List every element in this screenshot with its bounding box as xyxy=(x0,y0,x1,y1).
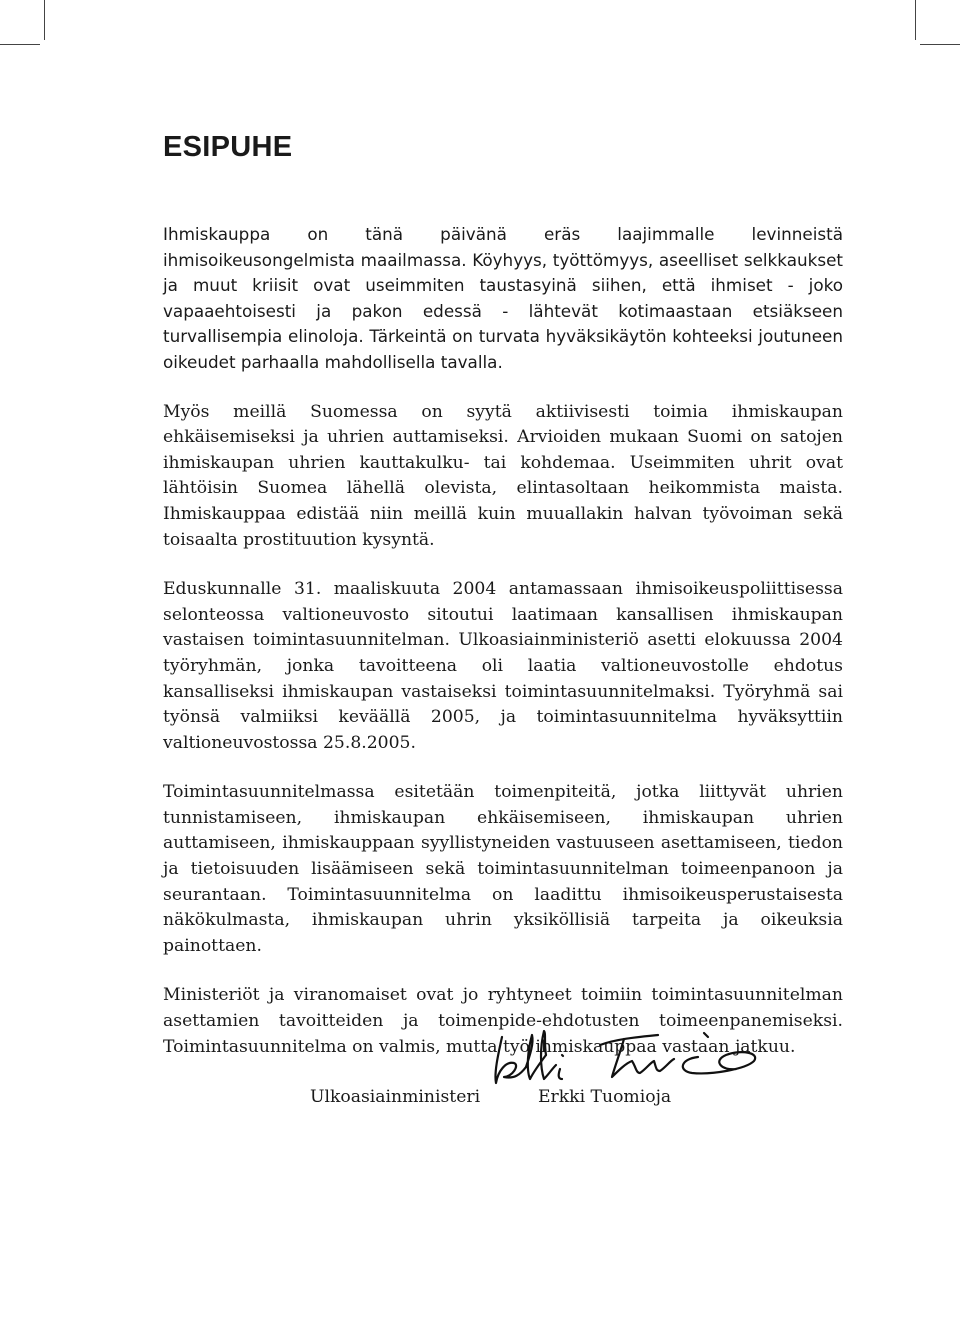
paragraph-1: Ihmiskauppa on tänä päivänä eräs laajimmalle levinneistä ihmisoikeusongelmista maailmassa. Köyhyys, työttömyys, aseelliset selkkaukset ja muut kriisit ovat useimmiten taustasyinä siihen, että ihmiset - joko vapaaehtoisesti ja pakon edessä - lähtevät kotimaastaan etsiäkseen turvallisempia elinoloja. Tärkeintä on turvata hyväksikäytön kohteeksi joutuneen oikeudet parhaalla mahdollisella tavalla. xyxy=(163,224,843,372)
document-page xyxy=(163,128,843,1084)
crop-mark-top-right-h xyxy=(920,44,960,45)
paragraph-2: Myös meillä Suomessa on syytä aktiivisesti toimia ihmiskaupan ehkäisemiseksi ja uhrien auttamiseksi. Arvioiden mukaan Suomi on satojen ihmiskaupan uhrien kauttakulku- tai kohdemaa. Useimmiten uhrit ovat lähtöisin Suomea lähellä olevista, elintasoltaan heikommista maista. Ihmiskauppaa edistää niin meillä kuin muuallakin halvan työvoiman sekä toisaalta prostituution kysyntä. xyxy=(163,401,843,550)
paragraph-5: Ministeriöt ja viranomaiset ovat jo ryhtyneet toimiin toimintasuunnitelman asettamien tavoitteiden ja toimenpide-ehdotusten toimeenpanemiseksi. Toimintasuunnitelma on valmis, mutta työ ihmiskauppaa vastaan jatkuu. xyxy=(163,985,843,1057)
paragraph-3: Eduskunnalle 31. maaliskuuta 2004 antamassaan ihmisoikeuspoliittisessa selonteossa valtioneuvosto sitoutui laatimaan kansallisen ihmiskaupan vastaisen toimintasuunnitelman. Ulkoasiainministeriö asetti elokuussa 2004 työryhmän, jonka tavoitteena oli laatia valtioneuvostolle ehdotus kansalliseksi ihmiskaupan vastaiseksi toimintasuunnitelmaksi. Työryhmä sai työnsä valmiiksi keväällä 2005, ja toimintasuunnitelma hyväksyttiin valtioneuvostossa 25.8.2005. xyxy=(163,579,843,753)
signature-block xyxy=(310,1025,790,1115)
crop-mark-top-right-v xyxy=(915,0,916,40)
signature-title: Ulkoasiainministeri xyxy=(310,1087,481,1107)
crop-mark-top-left-v xyxy=(44,0,45,40)
handwritten-signature xyxy=(490,1025,770,1093)
crop-mark-top-left-h xyxy=(0,44,40,45)
page-title: ESIPUHE xyxy=(163,131,293,163)
signature-name: Erkki Tuomioja xyxy=(538,1087,672,1107)
paragraph-4: Toimintasuunnitelmassa esitetään toimenpiteitä, jotka liittyvät uhrien tunnistamiseen, ihmiskaupan ehkäisemiseen, ihmiskaupan uhrien auttamiseen, ihmiskauppaan syyllistyneiden vastuuseen asettamiseen, tiedon ja tietoisuuden lisäämiseen sekä toimintasuunnitelman toimeenpanoon ja seurantaan. Toimintasuunnitelma on laadittu ihmisoikeusperustaisesta näkökulmasta, ihmiskaupan uhrin yksiköllisiä tarpeita ja oikeuksia painottaen. xyxy=(163,782,843,956)
